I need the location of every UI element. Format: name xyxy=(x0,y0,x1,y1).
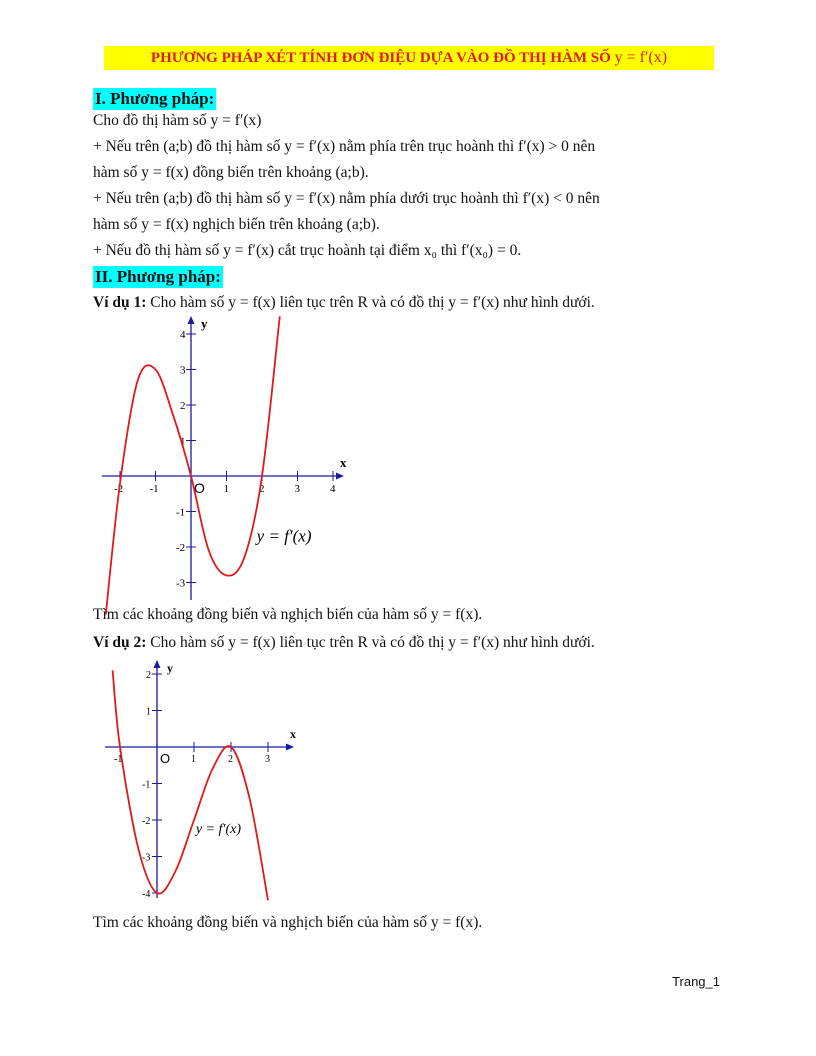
x-tick-label: 3 xyxy=(294,483,300,495)
method-line-3: hàm số y = f(x) đồng biến trên khoảng (a;b). xyxy=(93,164,369,181)
example2-label: Ví dụ 2: xyxy=(93,634,147,651)
y-tick-label: -2 xyxy=(176,542,186,554)
example1-statement xyxy=(93,292,595,314)
x-axis-label: x xyxy=(290,727,296,741)
page-title-math: y = f′(x) xyxy=(614,49,668,66)
method-line-2: + Nếu trên (a;b) đồ thị hàm số y = f′(x) nằm phía trên trục hoành thì f′(x) > 0 nên xyxy=(93,138,596,155)
y-tick-label: -1 xyxy=(176,506,186,519)
page-title-text: PHƯƠNG PHÁP XÉT TÍNH ĐƠN ĐIỆU DỰA VÀO ĐỒ THỊ HÀM SỐ xyxy=(150,50,611,66)
x-tick-label: -1 xyxy=(114,754,123,765)
y-tick-label: -1 xyxy=(142,779,151,791)
x-tick-label: 1 xyxy=(223,483,229,495)
y-axis-label: y xyxy=(201,316,208,331)
x-axis-label: x xyxy=(340,455,347,470)
curve-label: y = f′(x) xyxy=(195,821,242,837)
y-tick-label: -4 xyxy=(142,889,151,900)
y-tick-label: -2 xyxy=(142,816,151,827)
x-tick-label: 2 xyxy=(228,754,233,765)
example1-question: Tìm các khoảng đồng biến và nghịch biến của hàm số y = f(x). xyxy=(93,606,483,623)
x-tick-label: 2 xyxy=(259,483,265,495)
y-tick-label: 2 xyxy=(146,670,151,681)
x-axis-arrow xyxy=(336,473,344,480)
page-number: Trang_1 xyxy=(672,974,720,989)
y-tick-label: 3 xyxy=(180,364,186,377)
section-heading-1: I. Phương pháp: xyxy=(95,89,215,108)
example2-question: Tìm các khoảng đồng biến và nghịch biến của hàm số y = f(x). xyxy=(93,914,483,931)
y-axis-label: y xyxy=(167,661,173,675)
derivative-curve xyxy=(106,316,280,614)
y-tick-label: 4 xyxy=(180,329,186,341)
graph-2 xyxy=(92,658,312,908)
x-tick-label: 3 xyxy=(265,754,270,765)
method-line-1: Cho đồ thị hàm số y = f′(x) xyxy=(93,112,262,129)
example2-statement xyxy=(93,632,595,654)
y-tick-label: 1 xyxy=(180,435,186,448)
x-tick-label: -1 xyxy=(149,483,159,495)
x-tick-label: 4 xyxy=(330,483,336,495)
y-tick-label: -3 xyxy=(176,577,186,590)
y-tick-label: 1 xyxy=(146,706,151,718)
method-line-6: + Nếu đồ thị hàm số y = f′(x) cắt trục hoành tại điểm x₀ thì f′(x₀) = 0. xyxy=(93,242,522,259)
method-line-4: + Nếu trên (a;b) đồ thị hàm số y = f′(x) nằm phía dưới trục hoành thì f′(x) < 0 nên xyxy=(93,190,600,207)
x-tick-label: -2 xyxy=(114,483,124,495)
derivative-curve xyxy=(113,670,268,900)
method-line-5: hàm số y = f(x) nghịch biến trên khoảng (a;b). xyxy=(93,216,380,233)
origin-label: O xyxy=(160,751,171,766)
section-heading-2: II. Phương pháp: xyxy=(95,267,221,286)
example1-text: Cho hàm số y = f(x) liên tục trên R và có đồ thị y = f′(x) như hình dưới. xyxy=(146,294,595,311)
y-axis-arrow xyxy=(154,660,161,668)
page-title xyxy=(104,46,714,70)
x-axis-arrow xyxy=(286,744,294,751)
y-axis-arrow xyxy=(188,316,195,324)
example1-label: Ví dụ 1: xyxy=(93,294,147,311)
origin-label: O xyxy=(194,480,205,496)
curve-label: y = f′(x) xyxy=(256,526,312,546)
example2-text: Cho hàm số y = f(x) liên tục trên R và có đồ thị y = f′(x) như hình dưới. xyxy=(146,634,595,651)
graph-1 xyxy=(92,312,372,612)
x-tick-label: 1 xyxy=(191,754,196,765)
y-tick-label: -3 xyxy=(142,852,151,864)
y-tick-label: 2 xyxy=(180,400,186,412)
